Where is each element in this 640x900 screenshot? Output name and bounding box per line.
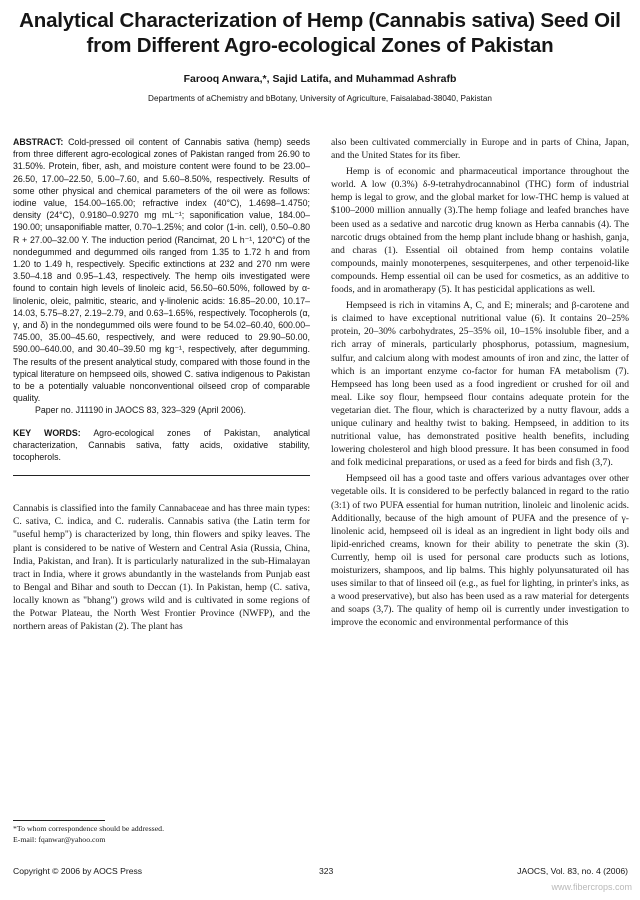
body-paragraph: also been cultivated commercially in Europe and in parts of China, Japan, and the United States for its fiber. — [331, 137, 629, 162]
keywords-text: Agro-ecological zones of Pakistan, analytical characterization, Cannabis sativa, fatty acids, oxidative stability, tocopherols. — [13, 427, 311, 463]
footer-page-number: 323 — [319, 866, 334, 876]
abstract-paragraph — [13, 136, 310, 404]
abstract-section — [13, 136, 310, 417]
body-paragraph: Hemp is of economic and pharmaceutical importance throughout the world. A low (0.3%) δ-9-tetrahydrocannabinol (THC) form of industrial hemp is legal to grow, and the global market for low-THC hemp is valued at $100–2000 million annually (3).The hemp foliage and leafed branches have been used as a sedative and narcotic drug known as Herba cannabis (4). The narcotic drugs obtained from the hemp plant include bhang or hashish, ganja, and charas (1). Essential oil obtained from hemp contains volatile compounds, mainly monoterpenes, sesquiterpenes, and other terpenoid-like compounds. Hemp essential oil can be used for cosmetics, as an additive to foods, and in aromatherapy (5). It has pesticidal applications as well. — [331, 166, 629, 296]
footer-journal: JAOCS, Vol. 83, no. 4 (2006) — [517, 866, 628, 876]
paper-reference: Paper no. J11190 in JAOCS 83, 323–329 (April 2006). — [35, 405, 246, 416]
title-line-1: Analytical Characterization of Hemp (Cannabis sativa) Seed Oil — [19, 9, 621, 32]
body-paragraph: Hempseed is rich in vitamins A, C, and E; minerals; and β-carotene and is claimed to have exceptional nutritional value (6). It contains 20–25% protein, 20–30% carbohydrates, 25–35% oil, 10–15% insoluble fiber, and a rich array of minerals, particularly phosphorus, potassium, magnesium, sulfur, and calcium along with modest amounts of iron and zinc, the latter of which is an important enzyme co-factor for human FA metabolism (7). Hempseed has long been used as a food ingredient or crushed for oil and meal. Like soy flour, hempseed flour contains adequate protein for the vegetarian diet. The flour, which is characterized by a nutty flavour, adds a unique culinary and healthy twist to baking. Hempseed, in addition to its nutritional value, has demonstrated positive health benefits, including lowering cholesterol and high blood pressure. It has been consumed in food and folk medicinal preparations, or used as a feed for birds and fish (3,7). — [331, 300, 629, 469]
footnote-correspondence: *To whom correspondence should be addressed. — [13, 824, 165, 833]
title-line-2: from Different Agro-ecological Zones of Pakistan — [86, 34, 554, 57]
affiliation: Departments of aChemistry and bBotany, University of Agriculture, Faisalabad-38040, Pakistan — [148, 94, 492, 103]
left-column — [13, 136, 310, 633]
paper-title — [10, 8, 630, 58]
keywords-label: KEY WORDS: — [13, 427, 81, 438]
body-paragraph: Hempseed oil has a good taste and offers various advantages over other vegetable oils. It is considered to be perfectly balanced in regard to the ratio (3:1) of two PUFA essential for human nutrition, linoleic and linolenic acids. Additionally, because of the high amount of PUFA and the presence of γ-linolenic acid, hempseed oil is ideal as an ingredient in light body oils and lipid-enriched creams, known for their ability to penetrate the skin (3). Currently, hemp oil is used for personal care products such as lotions, moisturizers, shampoos, and lip balms. This highly polyunsaturated oil has uses similar to that of linseed oil (e.g., as fuel for lighting, in printer's inks, as a wood preservative), but also has been used as a raw material for detergents and soaps (3,7). The quality of hemp oil is currently under investigation to improve the economic and environmental performance of this — [331, 473, 629, 629]
left-body-text — [13, 502, 310, 633]
section-divider — [13, 475, 310, 476]
abstract-text: Cold-pressed oil content of Cannabis sativa (hemp) seeds from three different agro-ecological zones of Pakistan ranged from 26.90 to 31.50%. Protein, fiber, ash, and moisture content were found to be 23.00–26.50, 17.00–22.50, 5.00–7.60, and 5.60–8.50%, respectively. Results of some other physical and chemical parameters of the oil were as follows: iodine value, 154.00–165.00; refractive index (40°C), 1.4698–1.4750; density (24°C), 0.9180–0.9270 mg mL⁻¹; saponification value, 184.00–190.00; unsaponifiable matter, 0.70–1.25%; and color (1-in. cell), 0.50–0.80 R + 27.00–32.00 Y. The induction period (Rancimat, 20 L h⁻¹, 120°C) of the nondegummed and degummed oils ranged from 1.35 to 1.72 h and from 1.20 to 1.49 h, respectively. Specific extinctions at 232 and 270 nm were 3.50–4.18 and 0.95–1.43, respectively. The hemp oils investigated were found to contain high levels of linoleic acid, 56.50–60.50%, followed by α-linolenic, oleic, palmitic, stearic, and γ-linolenic acids: 16.85–20.00, 10.17–14.03, 5.75–8.27, 2.19–2.79, and 0.63–1.65%, respectively. Tocopherols (α, γ, and δ) in the nondegummed oils were found to be 54.02–60.40, 600.00–745.00, 35.00–45.60, respectively, and were reduced to 29.90–50.00, 590.00–640.00, and 30.40–39.50 mg kg⁻¹, respectively, after degumming. The results of the present analytical study, compared with those found in the typical literature on hempseed oils, showed C. sativa indigenous to Pakistan to be a potentially valuable nonconventional oilseed crop of comparable quality. — [13, 137, 310, 404]
keywords-paragraph — [13, 427, 310, 464]
author-list: Farooq Anwara,*, Sajid Latifa, and Muhammad Ashrafb — [183, 73, 457, 85]
watermark: www.fibercrops.com — [551, 882, 632, 892]
footnotes — [13, 820, 310, 845]
right-body-text — [331, 136, 629, 629]
body-paragraph: Cannabis is classified into the family Cannabaceae and has three main types: C. sativa, C. indica, and C. ruderalis. Cannabis sativa (the Latin term for "useful hemp") is characterized by long, thin flowers and spiky leaves. The plant is considered to be native of Western and Central Asia (Russia, China, India, Pakistan, and Iran). It is particularly naturalized in the sub-Himalayan tract in India, where it grows abundantly in the wastelands from Punjab east to Bengal and Bihar and south to Deccan (1). In Pakistan, hemp (C. sativa, locally known as "bhang") grows wild and is cultivated in some regions of the Potwar Plateau, the North West Frontier Province (NWFP), and the northern areas of Pakistan (2). The plant has — [13, 503, 310, 633]
footnote-rule — [13, 820, 105, 821]
keywords-section — [13, 427, 310, 464]
abstract-label: ABSTRACT: — [13, 137, 64, 147]
right-column — [331, 136, 629, 629]
footnote-email: E-mail: fqanwar@yahoo.com — [13, 834, 106, 844]
footer-copyright: Copyright © 2006 by AOCS Press — [13, 866, 143, 876]
